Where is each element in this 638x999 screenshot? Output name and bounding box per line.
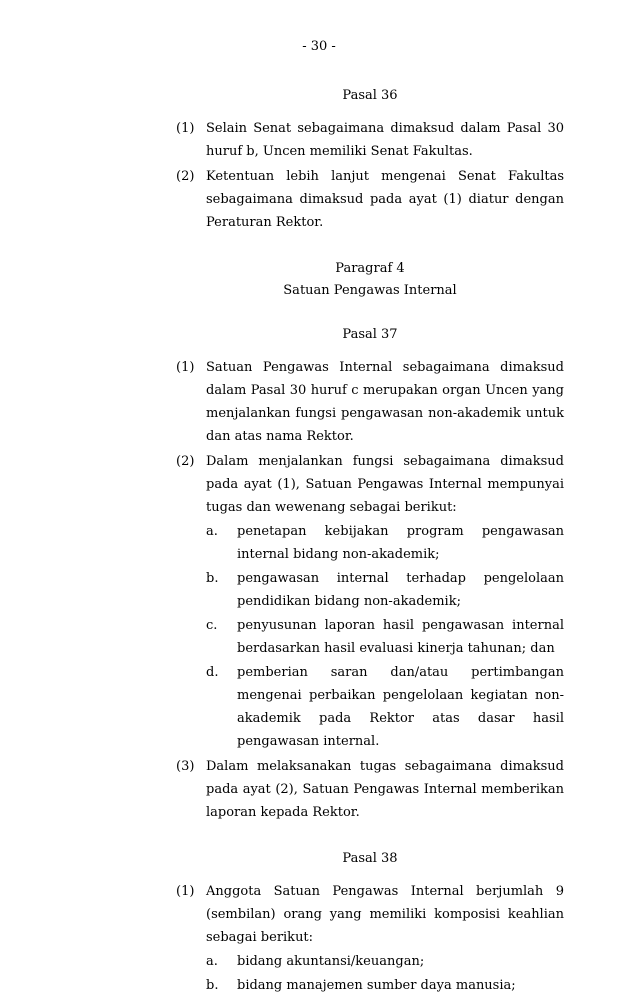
- sub-clause: [206, 950, 564, 973]
- sub-clause-letter: a.: [206, 954, 218, 969]
- sub-clause-text: penyusunan laporan hasil pengawasan internal berdasarkan hasil evaluasi kinerja tahunan; dan: [237, 618, 564, 656]
- clause: [176, 117, 564, 163]
- sub-clause-text: bidang manajemen sumber daya manusia;: [237, 978, 516, 993]
- clause-text: Satuan Pengawas Internal sebagaimana dimaksud dalam Pasal 30 huruf c merupakan organ Uncen yang menjalankan fungsi pengawasan non-akademik untuk dan atas nama Rektor.: [206, 360, 564, 444]
- sub-clause-letter: c.: [206, 618, 218, 633]
- page-number: - 30 -: [302, 39, 336, 54]
- clause-number: (2): [176, 169, 195, 184]
- sub-clause: [206, 661, 564, 753]
- clause: [176, 165, 564, 234]
- clause-text: Anggota Satuan Pengawas Internal berjumlah 9 (sembilan) orang yang memiliki komposisi keahlian sebagai berikut:: [206, 884, 564, 945]
- paragraph-label: Paragraf 4: [335, 261, 405, 276]
- clause-text: Dalam melaksanakan tugas sebagaimana dimaksud pada ayat (2), Satuan Pengawas Internal memberikan laporan kepada Rektor.: [206, 759, 564, 820]
- clause-number: (1): [176, 360, 195, 375]
- document-body: [176, 85, 564, 999]
- clause-number: (1): [176, 884, 195, 899]
- sub-clause-letter: b.: [206, 571, 219, 586]
- article-heading: Pasal 36: [342, 88, 398, 103]
- clause: [176, 755, 564, 824]
- clause-text: Ketentuan lebih lanjut mengenai Senat Fakultas sebagaimana dimaksud pada ayat (1) diatur dengan Peraturan Rektor.: [206, 169, 564, 230]
- clause: [176, 450, 564, 753]
- sub-clause: [206, 614, 564, 660]
- sub-clause-text: pemberian saran dan/atau pertimbangan mengenai perbaikan pengelolaan kegiatan non-akademik pada Rektor atas dasar hasil pengawasan internal.: [237, 665, 564, 749]
- sub-clause-letter: a.: [206, 524, 218, 539]
- sub-clause: [206, 974, 564, 997]
- clause-number: (3): [176, 759, 195, 774]
- sub-clause-letter: b.: [206, 978, 219, 993]
- sub-clause-text: bidang akuntansi/keuangan;: [237, 954, 425, 969]
- paragraph-title: Satuan Pengawas Internal: [283, 283, 457, 298]
- sub-clause: [206, 520, 564, 566]
- clause-number: (2): [176, 454, 195, 469]
- sub-clause-text: penetapan kebijakan program pengawasan internal bidang non-akademik;: [237, 524, 564, 562]
- article-heading: Pasal 37: [342, 327, 398, 342]
- clause: [176, 356, 564, 448]
- clause-text: Selain Senat sebagaimana dimaksud dalam Pasal 30 huruf b, Uncen memiliki Senat Fakultas.: [206, 121, 564, 159]
- clause-text: Dalam menjalankan fungsi sebagaimana dimaksud pada ayat (1), Satuan Pengawas Internal mempunyai tugas dan wewenang sebagai berikut:: [206, 454, 564, 515]
- article-heading: Pasal 38: [342, 851, 398, 866]
- sub-clause: [206, 567, 564, 613]
- clause-number: (1): [176, 121, 195, 136]
- sub-clause-letter: d.: [206, 665, 219, 680]
- clause: [176, 880, 564, 997]
- sub-clause-text: pengawasan internal terhadap pengelolaan pendidikan bidang non-akademik;: [237, 571, 564, 609]
